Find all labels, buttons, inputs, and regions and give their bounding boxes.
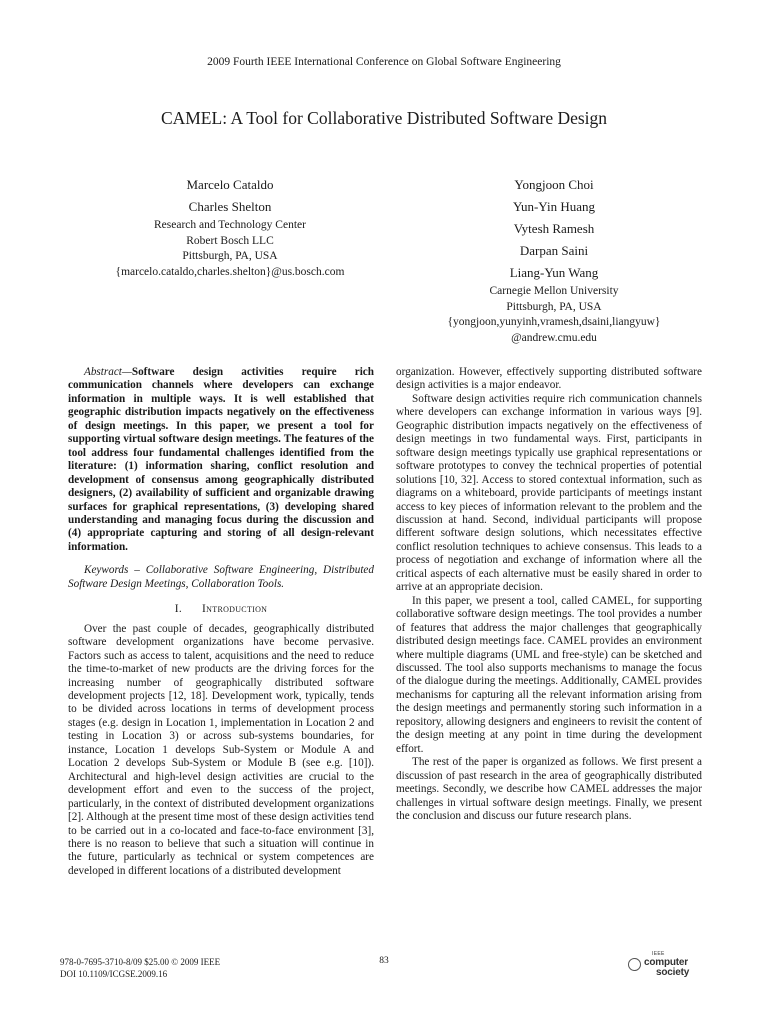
doi-line: DOI 10.1109/ICGSE.2009.16 (60, 969, 168, 979)
author-name: Liang-Yun Wang (509, 265, 599, 280)
body-paragraph: The rest of the paper is organized as follows. We first present a discussion of past research in the area of geographically distributed meetings. Secondly, we describe how CAMEL addresses the major challenges in virtual software design meetings. Finally, we present the conclusion and discuss our future research plans. (396, 756, 702, 822)
author-email: {yongjoon,yunyinh,vramesh,dsaini,liangyuw} (447, 316, 661, 328)
conference-header: 2009 Fourth IEEE International Conference on Global Software Engineering (207, 56, 561, 68)
isbn-line: 978-0-7695-3710-8/09 $25.00 © 2009 IEEE (60, 957, 221, 967)
logo-ieee-text: IEEE (652, 951, 665, 957)
body-paragraph: organization. However, effectively supporting distributed software design activities is a major endeavor. (396, 366, 702, 392)
logo-text-computer: computer (644, 957, 688, 968)
affiliation-line: Carnegie Mellon University (489, 285, 619, 297)
section-number: I. (174, 603, 183, 616)
abstract-label: Abstract— (84, 366, 132, 378)
globe-icon (628, 958, 641, 971)
body-paragraph: Over the past couple of decades, geographically distributed software development organizations have become pervasive. Factors such as access to talent, acquisitions and the need to reduce the time-to-market of new products are the driving forces for the increasing number of geographically distributed software development projects [12, 18]. Development work, typically, tends to be divided across locations in terms of development process stages (e.g. design in Location 1, implementation in Location 2 and testing in Location 3) or across sub-systems boundaries, for instance, Location 1 develops Sub-System or Module A and Location 2 develops Sub-System or Module B (see e.g. [10]). Architectural and high-level design activities are crucial to the development effort and even to the success of the project, particularly, in the context of distributed development organizations [2]. Although at the present time most of these design activities tend to be carried out in a co-located and face-to-face environment [3], there is no reason to believe that such a situation will continue in the future, particularly as technical or system competences are developed in different locations of a distributed development (68, 622, 374, 877)
author-name: Yongjoon Choi (514, 177, 594, 192)
author-name: Vytesh Ramesh (513, 221, 595, 236)
keywords: Keywords – Collaborative Software Engineering, Distributed Software Design Meetings, Collaboration Tools. (68, 564, 374, 590)
abstract-text: Software design activities require rich communication channels where developers can exchange information in multiple ways. It is well established that geographic distribution impacts negatively on the effectiveness of design meetings. In this paper, we present a tool for supporting virtual software design meetings. The features of the tool address four fundamental challenges identified from the literature: (1) information sharing, conflict resolution and development of consensus among geographically distributed designers, (2) availability of sufficient and organizable drawing surfaces for graphical representations, (3) developing shared understanding and managing focus during the discussion and (4) appropriate capturing and storing of all design-relevant information. (68, 366, 374, 553)
author-name: Darpan Saini (519, 243, 589, 258)
affiliation-line: Pittsburgh, PA, USA (506, 300, 602, 313)
section-heading (68, 603, 374, 616)
page-number: 83 (379, 956, 389, 966)
author-email: @andrew.cmu.edu (511, 331, 597, 344)
affiliation-line: Robert Bosch LLC (186, 234, 274, 247)
author-block-right (388, 174, 720, 346)
logo-text-society: society (656, 967, 690, 978)
affiliation-line: Research and Technology Center (154, 219, 306, 231)
body-paragraph: Software design activities require rich communication channels where developers can exchange information in various ways [9]. Geographic distribution impacts negatively on the effectiveness of design meetings in two fundamental ways. First, participants in software design meetings typically use graphical representations or software prototypes to convey the technical properties of potential solutions [10, 32]. Access to stored contextual information, such as diagrams on a whiteboard, provide participants of meetings instant access to key pieces of information relevant to the problem and the discussion at hand. Second, individual participants will propose different software design solutions, which necessitates effective conflict resolution techniques to achieve consensus. This leads to a process of negotiation and exchange of information where all the critical aspects of each alternative must be easily shared in order to arrive at an appropriate decision. (396, 392, 702, 594)
paper-title: CAMEL: A Tool for Collaborative Distributed Software Design (160, 108, 608, 128)
author-name: Charles Shelton (188, 199, 272, 214)
author-block-left (60, 174, 400, 280)
author-name: Yun-Yin Huang (513, 199, 595, 214)
right-column (396, 366, 702, 823)
abstract (68, 366, 374, 554)
section-title: Introduction (202, 603, 268, 616)
author-email: {marcelo.cataldo,charles.shelton}@us.bosch.com (115, 265, 345, 278)
computer-society-logo (628, 951, 718, 981)
body-paragraph: In this paper, we present a tool, called CAMEL, for supporting collaborative software design meetings. The tool provides a number of features that address the major challenges that geographically distributed design meetings face. CAMEL provides an environment where multiple diagrams (UML and free-style) can be sketched and discussed. The tool also supports mechanisms to manage the focus of the dialogue during the meetings. Additionally, CAMEL provides mechanisms for capturing all the relevant information arising from the design meetings and permanently storing such information in a repository, allowing designers and engineers to revisit the content of the design meeting at any point in time during the development effort. (396, 594, 702, 755)
author-name: Marcelo Cataldo (186, 177, 274, 192)
affiliation-line: Pittsburgh, PA, USA (182, 250, 278, 262)
left-column (68, 366, 374, 878)
